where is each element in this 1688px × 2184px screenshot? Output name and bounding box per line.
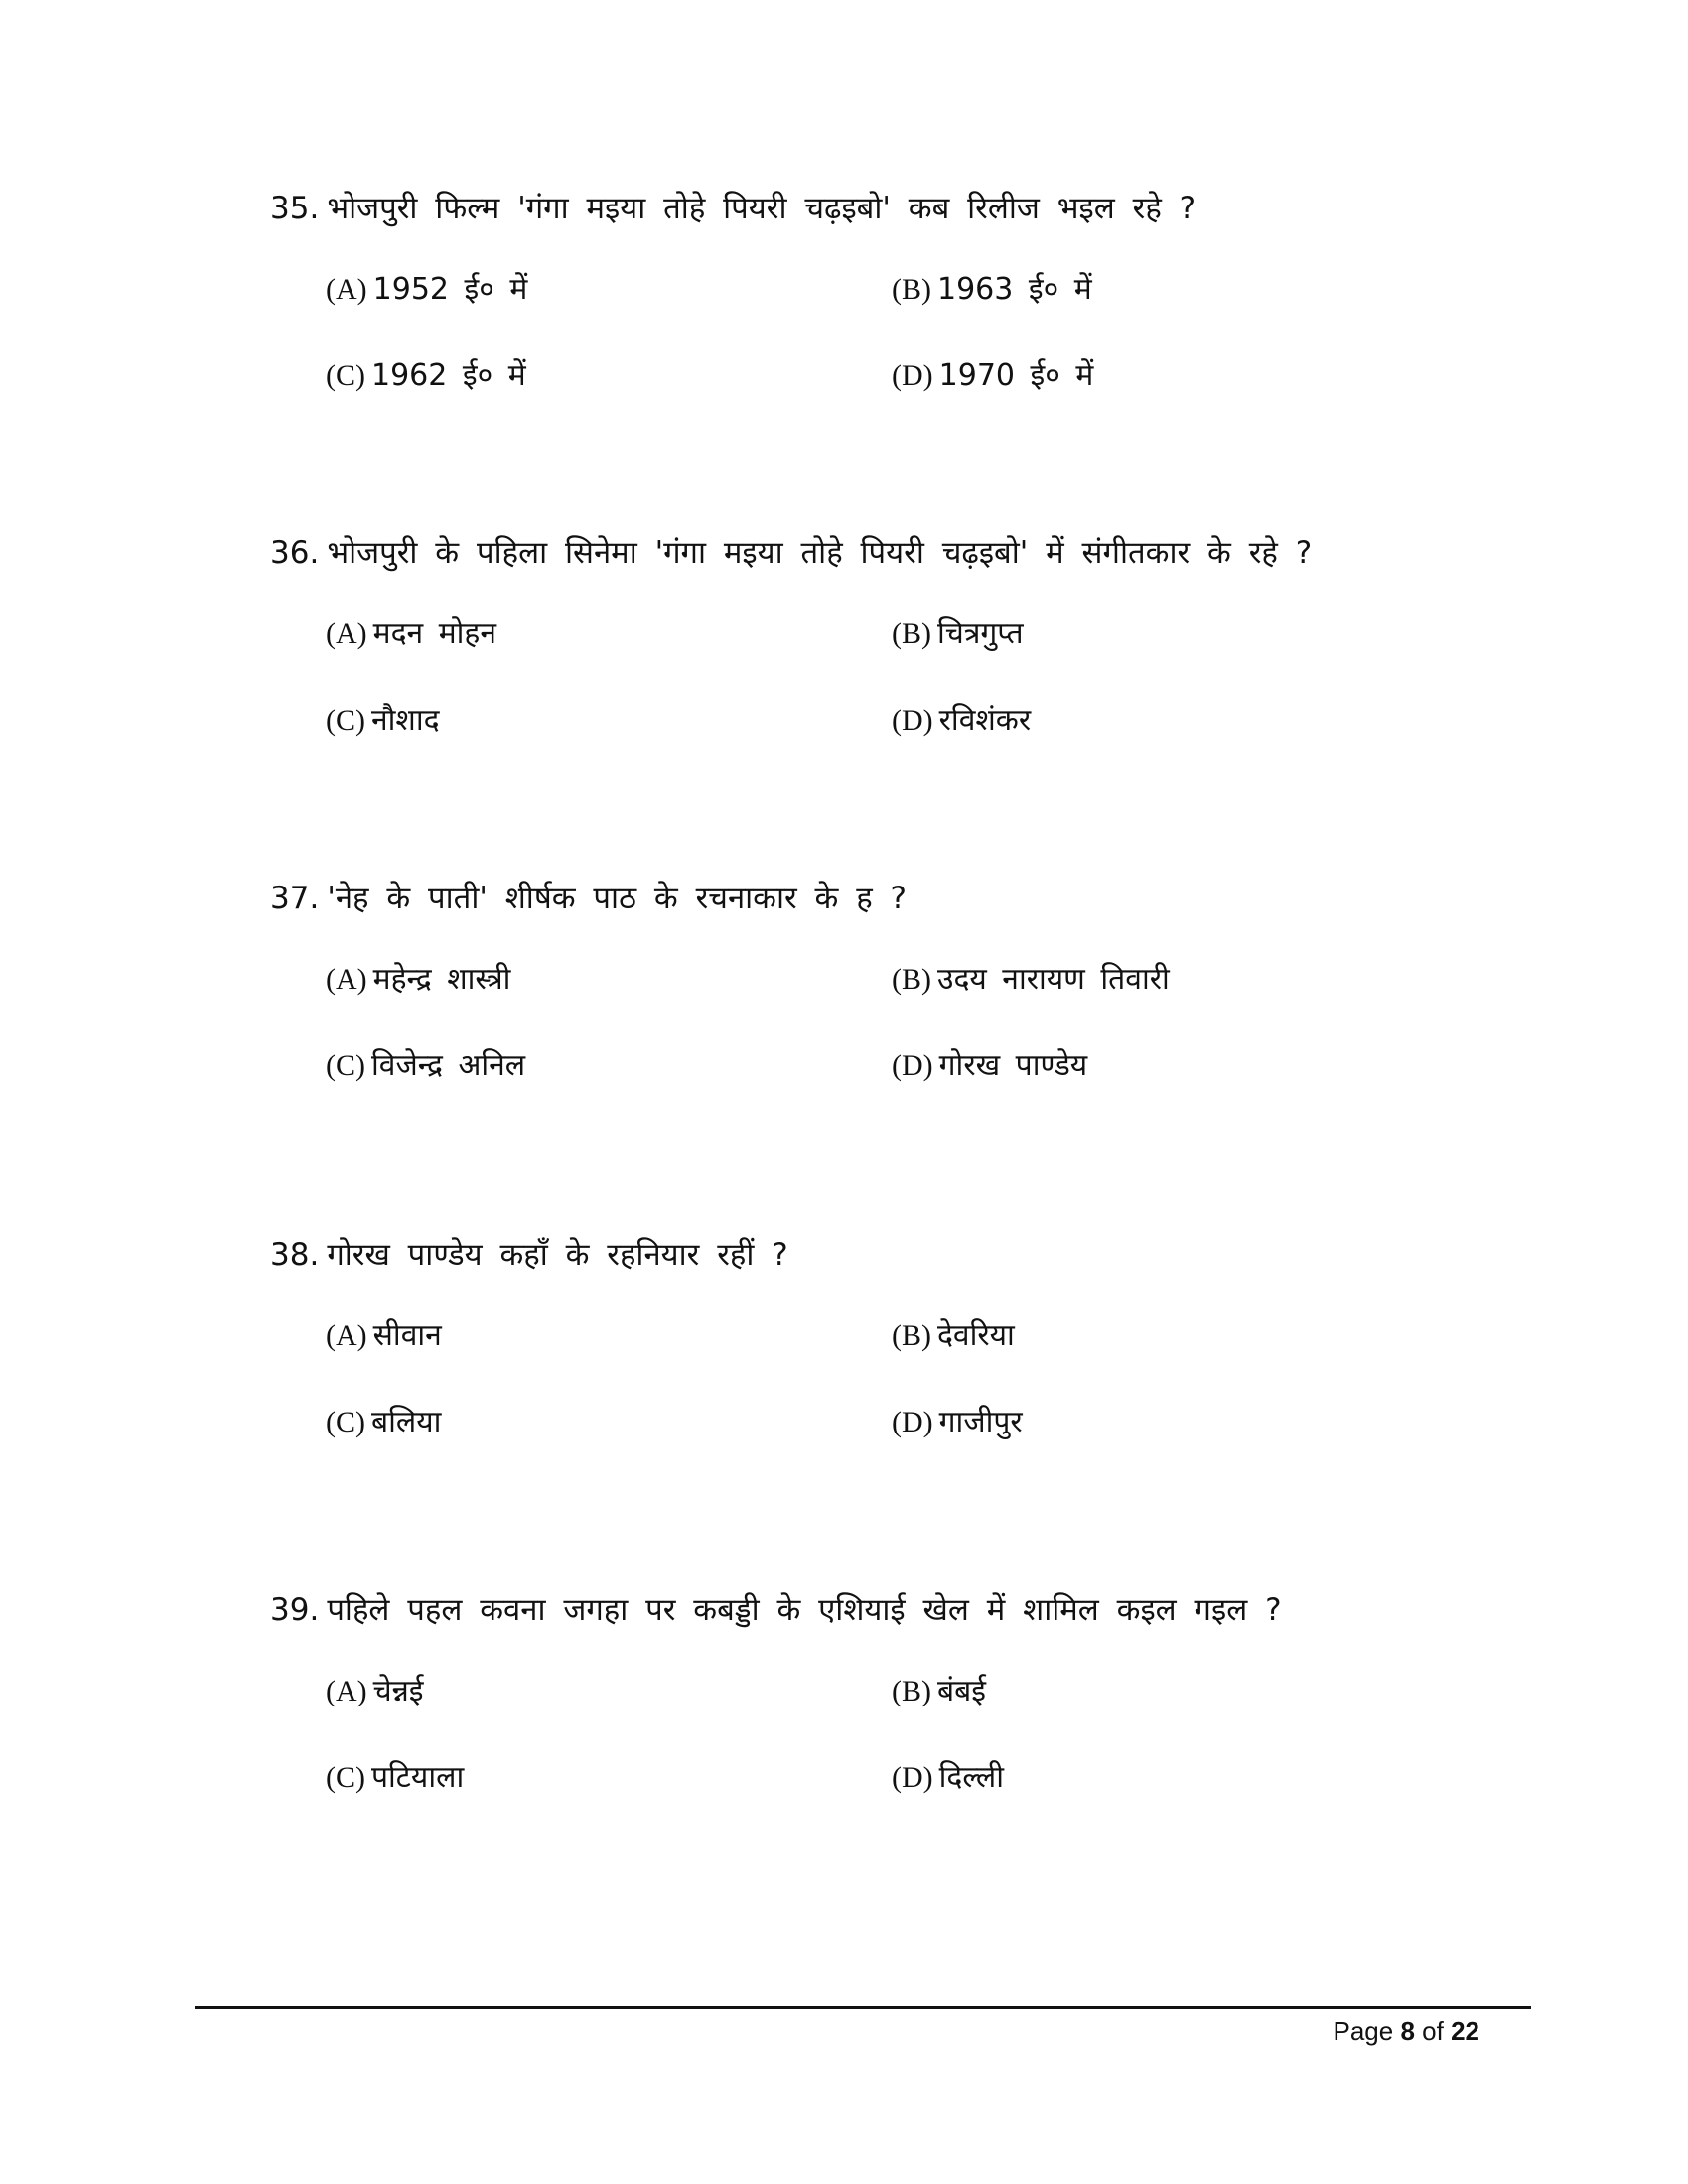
question-text: गोरख पाण्डेय कहाँ के रहनियार रहीं ? (327, 1237, 788, 1273)
question-35 (270, 189, 1561, 393)
option-label: (A) (326, 273, 367, 306)
option-label: (C) (326, 1761, 365, 1794)
question-number: 36. (270, 535, 320, 571)
option-c (326, 356, 526, 396)
question-38 (270, 1235, 1561, 1439)
option-label: (D) (892, 704, 933, 737)
option-text: गोरख पाण्डेय (938, 1048, 1088, 1083)
option-c (326, 1403, 441, 1442)
question-36 (270, 533, 1561, 738)
option-text: 1963 ई० में (937, 272, 1092, 307)
page-indicator (1333, 2013, 1479, 2049)
option-b (892, 270, 1092, 310)
question-text: भोजपुरी के पहिला सिनेमा 'गंगा मइया तोहे पियरी चढ़इबो' में संगीतकार के रहे ? (327, 535, 1313, 571)
option-label: (D) (892, 1049, 933, 1082)
option-label: (B) (892, 617, 931, 650)
option-d (892, 1403, 1023, 1442)
option-text: बंबई (937, 1674, 986, 1708)
option-label: (A) (326, 617, 367, 650)
option-b (892, 1672, 986, 1711)
option-a (326, 1316, 442, 1356)
option-label: (B) (892, 963, 931, 996)
option-text: चेन्नई (372, 1674, 424, 1708)
option-text: दिल्ली (938, 1760, 1004, 1795)
option-d (892, 1758, 1004, 1798)
option-b (892, 960, 1170, 1000)
option-label: (B) (892, 1319, 931, 1352)
option-label: (C) (326, 359, 365, 392)
option-d (892, 356, 1093, 396)
option-d (892, 1046, 1087, 1086)
option-text: नौशाद (371, 703, 440, 738)
question-stem (270, 189, 1561, 228)
option-text: मदन मोहन (372, 616, 497, 651)
option-label: (B) (892, 1675, 931, 1707)
option-label: (A) (326, 1319, 367, 1352)
page-word: Page (1333, 2016, 1394, 2046)
option-label: (D) (892, 1406, 933, 1438)
question-text: पहिले पहल कवना जगहा पर कबड्डी के एशियाई खेल में शामिल कइल गइल ? (327, 1592, 1282, 1628)
question-stem (270, 1590, 1561, 1630)
option-c (326, 1046, 525, 1086)
option-text: उदय नारायण तिवारी (937, 962, 1170, 997)
total-pages-number: 22 (1451, 2016, 1479, 2046)
option-a (326, 270, 527, 310)
option-label: (C) (326, 1049, 365, 1082)
option-text: महेन्द्र शास्त्री (372, 962, 511, 997)
question-number: 35. (270, 191, 320, 226)
footer-divider (195, 2006, 1531, 2009)
option-label: (C) (326, 1406, 365, 1438)
question-number: 38. (270, 1237, 320, 1273)
question-stem (270, 533, 1561, 573)
question-39 (270, 1590, 1561, 1795)
question-37 (270, 879, 1561, 1083)
option-text: रविशंकर (938, 703, 1032, 738)
option-text: विजेन्द्र अनिल (371, 1048, 526, 1083)
option-a (326, 1672, 424, 1711)
option-a (326, 614, 496, 654)
question-stem (270, 1235, 1561, 1275)
question-number: 37. (270, 881, 320, 916)
option-text: पटियाला (371, 1760, 465, 1795)
option-label: (C) (326, 704, 365, 737)
option-label: (A) (326, 1675, 367, 1707)
option-text: गाजीपुर (938, 1405, 1023, 1439)
option-text: चित्रगुप्त (937, 616, 1024, 651)
option-text: सीवान (372, 1318, 442, 1353)
option-text: देवरिया (937, 1318, 1015, 1353)
option-text: बलिया (371, 1405, 442, 1439)
option-label: (D) (892, 1761, 933, 1794)
option-text: 1962 ई० में (371, 358, 526, 393)
option-c (326, 701, 440, 741)
question-text: भोजपुरी फिल्म 'गंगा मइया तोहे पियरी चढ़इबो' कब रिलीज भइल रहे ? (327, 191, 1196, 226)
option-d (892, 701, 1031, 741)
option-b (892, 1316, 1015, 1356)
option-label: (A) (326, 963, 367, 996)
option-label: (B) (892, 273, 931, 306)
option-text: 1970 ई० में (938, 358, 1094, 393)
option-c (326, 1758, 464, 1798)
question-stem (270, 879, 1561, 918)
option-label: (D) (892, 359, 933, 392)
option-text: 1952 ई० में (372, 272, 528, 307)
question-text: 'नेह के पाती' शीर्षक पाठ के रचनाकार के ह ? (327, 881, 907, 916)
question-number: 39. (270, 1592, 320, 1628)
option-b (892, 614, 1024, 654)
option-a (326, 960, 510, 1000)
current-page-number: 8 (1400, 2016, 1415, 2046)
of-word: of (1422, 2016, 1444, 2046)
